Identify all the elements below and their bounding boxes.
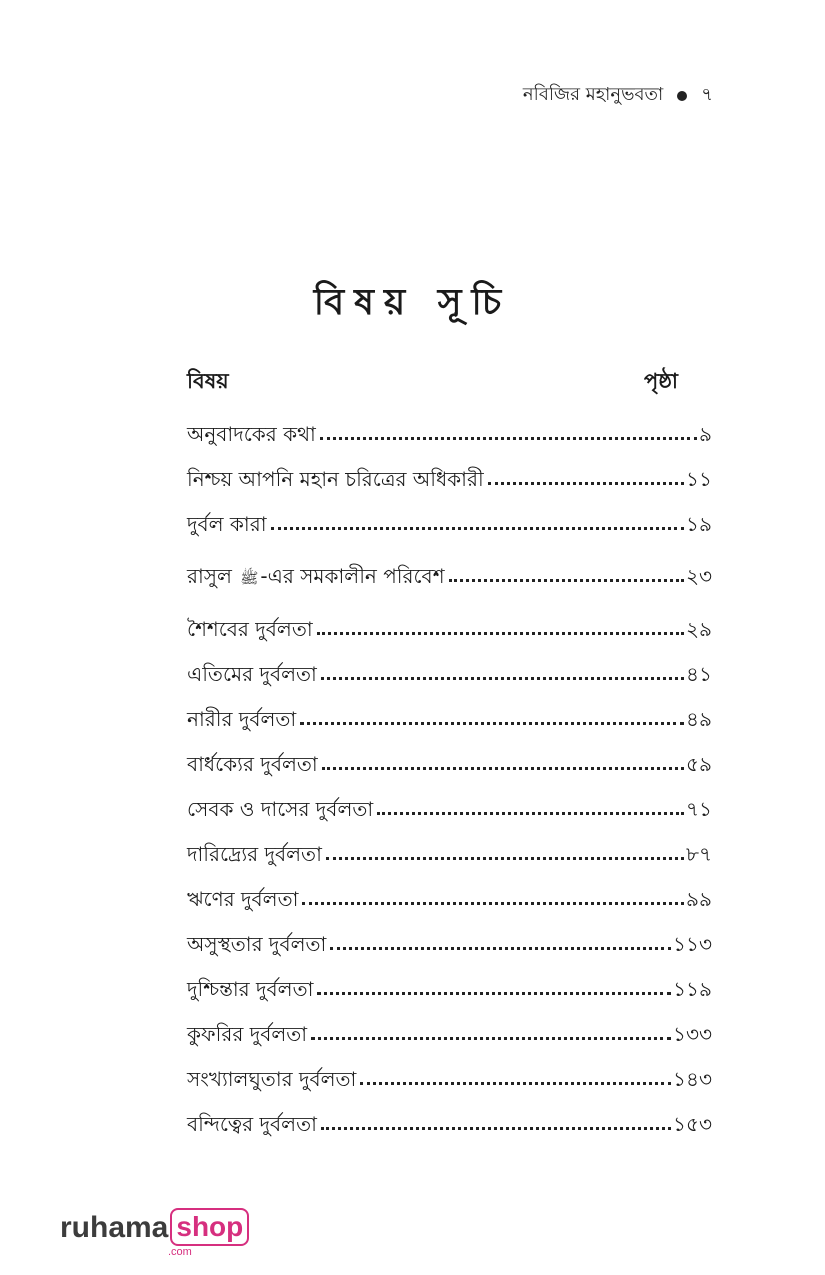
toc-entry-page: ৪৯ — [686, 707, 712, 731]
dot-leader — [300, 722, 684, 725]
toc-entry-title: অসুস্থতার দুর্বলতা — [187, 932, 327, 956]
toc-entry-page: ১৪৩ — [673, 1067, 712, 1091]
toc-entry-title: বার্ধক্যের দুর্বলতা — [187, 752, 318, 776]
toc-entry-page: ২৯ — [686, 617, 712, 641]
dot-leader — [330, 947, 671, 950]
toc-entry-title: সেবক ও দাসের দুর্বলতা — [187, 797, 374, 821]
toc-entry[interactable] — [187, 455, 712, 491]
toc-entry-page: ৪১ — [686, 662, 712, 686]
toc-entry[interactable] — [187, 552, 712, 588]
dot-leader — [271, 527, 685, 530]
dot-leader — [449, 579, 684, 582]
salawat-symbol-icon: ﷺ — [240, 568, 259, 587]
dot-leader — [322, 767, 684, 770]
bullet-icon — [677, 91, 687, 101]
toc-entry[interactable] — [187, 500, 712, 536]
toc-entry-title: সংখ্যালঘুতার দুর্বলতা — [187, 1067, 357, 1091]
toc-entry-title: দুশ্চিন্তার দুর্বলতা — [187, 977, 314, 1001]
toc-entry-page: ৯৯ — [686, 887, 712, 911]
toc-entry-page: ১১ — [686, 467, 712, 491]
toc-entry[interactable] — [187, 605, 712, 641]
toc-entry[interactable] — [187, 695, 712, 731]
page-number: ৭ — [701, 84, 713, 105]
toc-entry-title: শৈশবের দুর্বলতা — [187, 617, 313, 641]
toc-entry[interactable] — [187, 410, 712, 446]
dot-leader — [311, 1037, 671, 1040]
toc-entry[interactable] — [187, 1100, 712, 1136]
toc-entry-title: এতিমের দুর্বলতা — [187, 662, 317, 686]
dot-leader — [321, 1127, 671, 1130]
dot-leader — [488, 482, 684, 485]
toc-entry[interactable] — [187, 785, 712, 821]
book-title: নবিজির মহানুভবতা — [522, 84, 664, 105]
toc-entry[interactable] — [187, 965, 712, 1001]
ruhama-shop-logo — [60, 1208, 249, 1258]
toc-entry-page: ৫৯ — [686, 752, 712, 776]
toc-entry-title: ঋণের দুর্বলতা — [187, 887, 299, 911]
toc-entry-page: ১১৩ — [673, 932, 712, 956]
dot-leader — [317, 992, 671, 995]
toc-entry[interactable] — [187, 1055, 712, 1091]
dot-leader — [317, 632, 684, 635]
toc-entry-page: ১১৯ — [673, 977, 712, 1001]
toc-entry[interactable] — [187, 830, 712, 866]
toc-entry-title: নারীর দুর্বলতা — [187, 707, 297, 731]
toc-entry-title-part: রাসুল — [187, 564, 232, 588]
logo-text: ruhama — [60, 1211, 169, 1244]
logo-domain: .com — [168, 1246, 192, 1258]
toc-entry-title: দারিদ্র্যের দুর্বলতা — [187, 842, 322, 866]
page-column-header: পৃষ্ঠা — [643, 369, 678, 393]
dot-leader — [302, 902, 684, 905]
toc-entry-title — [187, 564, 445, 588]
toc-entry[interactable] — [187, 650, 712, 686]
logo-badge — [170, 1208, 249, 1246]
topic-column-header: বিষয় — [187, 369, 229, 393]
dot-leader — [320, 437, 697, 440]
dot-leader — [321, 677, 684, 680]
toc-entry-page: ৭১ — [686, 797, 712, 821]
toc-entry-title: দুর্বল কারা — [187, 512, 267, 536]
dot-leader — [360, 1082, 671, 1085]
toc-entry-page: ৮৭ — [686, 842, 712, 866]
toc-entry-title-part: -এর সমকালীন পরিবেশ — [260, 564, 445, 588]
toc-entry-title: নিশ্চয় আপনি মহান চরিত্রের অধিকারী — [187, 467, 484, 491]
toc-entry-page: ১৫৩ — [673, 1112, 712, 1136]
toc-entry[interactable] — [187, 875, 712, 911]
toc-entry[interactable] — [187, 1010, 712, 1046]
toc-entry-title: বন্দিত্বের দুর্বলতা — [187, 1112, 317, 1136]
logo-badge-text: shop — [176, 1211, 244, 1242]
page-title: বিষয় সূচি — [313, 282, 512, 323]
toc-entry-title: কুফরির দুর্বলতা — [187, 1022, 308, 1046]
toc-entry[interactable] — [187, 740, 712, 776]
running-header — [523, 80, 713, 111]
toc-entry-page: ৯ — [699, 422, 712, 446]
toc-entry-page: ১৯ — [686, 512, 712, 536]
toc-entry[interactable] — [187, 920, 712, 956]
dot-leader — [326, 857, 684, 860]
dot-leader — [377, 812, 684, 815]
toc-column-headers — [187, 365, 712, 400]
toc-entry-page: ২৩ — [685, 564, 712, 588]
toc-entry-page: ১৩৩ — [673, 1022, 712, 1046]
toc-entry-title: অনুবাদকের কথা — [187, 422, 316, 446]
